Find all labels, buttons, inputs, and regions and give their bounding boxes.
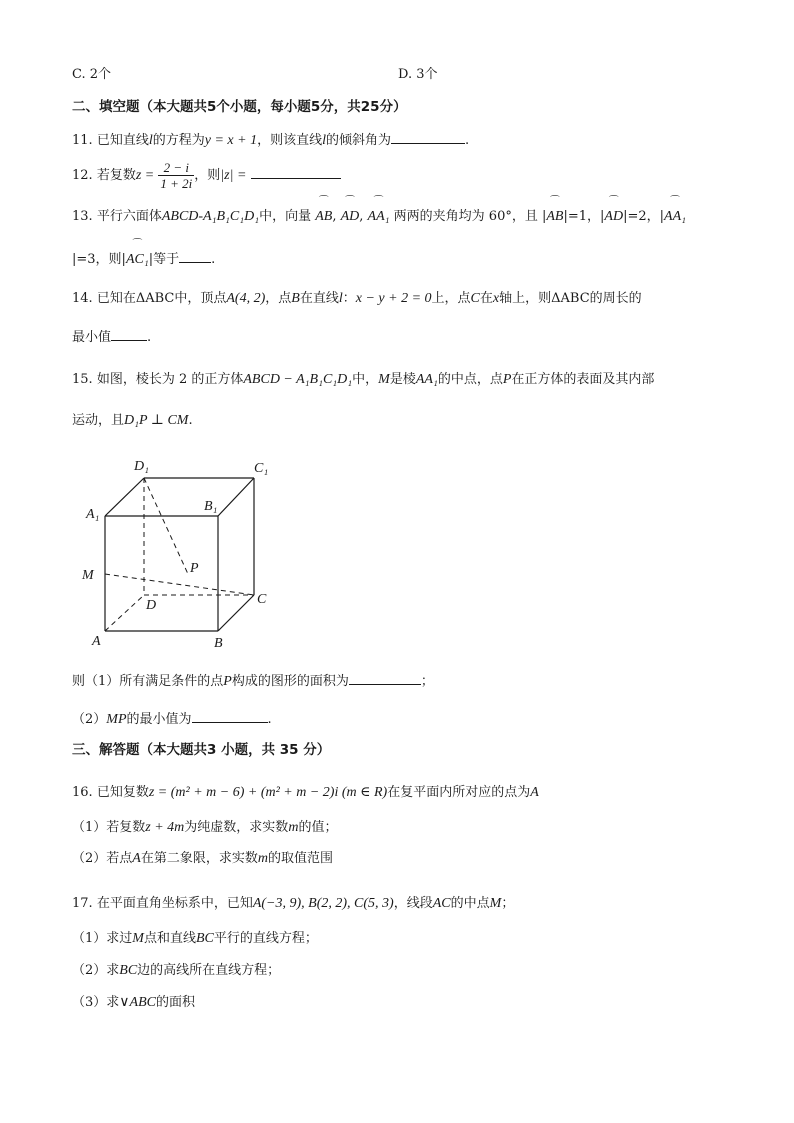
question-13: 13. 平行六面体ABCD-A₁B₁C₁D₁中，向量 ⌒ AB, ⌒ AD, ⌒ AA₁ 两两的夹角均为 60°，且 |⌒ AB|=1，|⌒ AD|=2，|⌒ AA₁ [72,208,686,226]
label-a: A [92,634,101,649]
segment-mc [105,574,254,595]
section-2-title: 二、填空题（本大题共5个小题，每小题5分，共25分） [72,99,407,115]
question-15-cont: 运动，且D₁P ⊥ CM. [72,413,193,428]
question-17-part-2: （2）求BC边的高线所在直线方程； [72,963,281,978]
answer-blank[interactable] [111,328,147,341]
label-c: C [257,592,267,607]
question-15: 15. 如图，棱长为 2 的正方体ABCD − A₁B₁C₁D₁中，M是棱AA₁的中点，点P在正方体的表面及其内部 [72,372,655,387]
label-m: M [82,568,94,583]
question-16-part-2: （2）若点A在第二象限，求实数m的取值范围 [72,851,333,866]
answer-blank[interactable] [251,166,341,179]
label-d1: D₁ [134,459,149,474]
question-13-cont: |=3，则|⌒ AC₁|等于 . [72,250,215,269]
question-17: 17. 在平面直角坐标系中，已知A(−3, 9), B(2, 2), C(5, 3)，线段AC的中点M； [72,896,515,911]
edge-ad-hidden [105,595,144,631]
question-15-part-1: 则（1）所有满足条件的点P构成的图形的面积为 ； [72,674,434,689]
question-17-part-3: （3）求∨ABC的面积 [72,995,195,1010]
label-c1: C₁ [254,461,269,476]
label-b1: B₁ [204,499,218,514]
answer-blank[interactable] [192,710,268,723]
cube-figure [76,452,286,652]
label-b: B [214,636,223,651]
answer-blank[interactable] [349,672,421,685]
question-12: 12. 若复数z = $\frac{2 - i}{1 + 2i}$ ，则|z| = [72,158,341,194]
segment-d1p [144,478,188,574]
question-11: 11. 已知直线l的方程为y = x + 1，则该直线l的倾斜角为 . [72,133,470,148]
question-17-part-1: （1）求过M点和直线BC平行的直线方程； [72,931,318,946]
label-d: D [146,598,157,613]
question-14: 14. 已知在ΔABC中，顶点A(4, 2)，点B在直线l：x − y + 2 = 0上，点C在x轴上，则ΔABC的周长的 [72,291,642,306]
edge-a1d1 [105,478,144,516]
edge-bc [218,595,254,631]
section-3-title: 三、解答题（本大题共3 小题，共 35 分） [72,742,331,758]
choice-d: D. 3个 [398,67,438,82]
answer-blank[interactable] [179,250,211,263]
choice-c: C. 2个 [72,67,112,82]
label-p: P [190,561,199,576]
label-a1: A₁ [86,507,100,522]
question-16-part-1: （1）若复数z + 4m为纯虚数，求实数m的值； [72,820,338,835]
answer-blank[interactable] [391,131,465,144]
fraction: $\frac{2 - i}{1 + 2i}$ [160,160,193,191]
question-14-cont: 最小值 . [72,330,152,345]
edge-b1c1 [218,478,254,516]
question-15-part-2: （2）MP的最小值为 . [72,712,272,727]
question-16: 16. 已知复数z = (m² + m − 6) + (m² + m − 2)i (m ∈ R)在复平面内所对应的点为A [72,785,539,800]
